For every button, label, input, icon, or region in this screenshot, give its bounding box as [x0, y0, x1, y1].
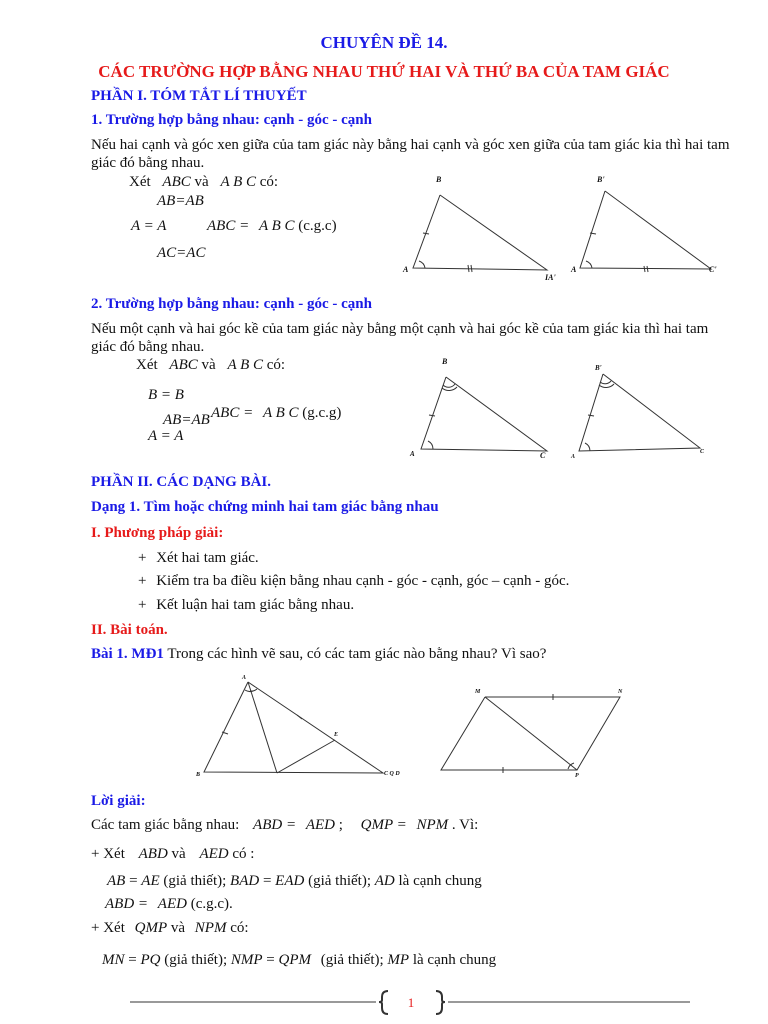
bai1-label: Bài 1. MĐ1: [91, 646, 164, 662]
page-number: 1: [407, 995, 415, 1010]
sol-expr: AD: [374, 873, 395, 889]
tick-a2c2-2: [647, 266, 648, 272]
sol-text: có :: [232, 846, 255, 862]
label-b: B: [436, 175, 442, 184]
segment-ad: [248, 682, 277, 773]
angle-mark-a2: [586, 261, 592, 268]
triangle-abc-shape: [413, 195, 547, 270]
part2-heading: PHẦN II. CÁC DẠNG BÀI.: [91, 474, 272, 490]
sol-text: là cạnh chung: [412, 952, 497, 968]
sol-text: (giả thiết);: [320, 952, 384, 968]
sol-expr: QMP =: [360, 817, 407, 833]
triangle-1: ABC: [169, 357, 198, 373]
sol-expr: AB: [107, 873, 126, 889]
tick-ab: [423, 233, 429, 234]
triangle-a2b2c2-shape: [579, 374, 700, 451]
sol-text: + Xét: [91, 920, 125, 936]
sol-text: (giả thiết);: [308, 873, 371, 889]
label-b: B: [442, 357, 448, 366]
sol-expr: MP: [387, 952, 410, 968]
angle-mark-a2: [585, 443, 590, 451]
label-c: C: [540, 451, 546, 460]
sol-expr: AED: [305, 817, 335, 833]
label-a2: A: [571, 265, 577, 274]
type1-heading: Dạng 1. Tìm hoặc chứng minh hai tam giác bằng nhau: [91, 499, 439, 515]
sol-expr: NPM: [194, 920, 227, 936]
sol-text: (c.g.c).: [190, 896, 233, 912]
label-e: E: [334, 732, 339, 738]
case1-consider-line: [129, 174, 278, 191]
label-p: P: [575, 773, 579, 779]
sol-text: và: [171, 846, 186, 862]
step-text: Kiểm tra ba điều kiện bằng nhau cạnh - góc - cạnh, góc – cạnh - góc.: [156, 573, 570, 589]
bullet-plus: +: [138, 573, 147, 589]
bai1-text: Trong các hình vẽ sau, có các tam giác nào bằng nhau? Vì sao?: [167, 646, 547, 662]
case2-eq-angle-a: A = A: [148, 428, 184, 444]
sol-text: là cạnh chung: [398, 873, 482, 889]
angle-mark-b2-2: [599, 384, 614, 387]
sol-expr: PQ: [140, 952, 161, 968]
angle-mark-a: [428, 441, 433, 449]
conclusion-tag: (g.c.g): [302, 405, 342, 421]
tick-a2c2-1: [644, 266, 645, 272]
case1-text: Nếu hai cạnh và góc xen giữa của tam giác này bằng hai cạnh và góc xen giữa của tam giác kia thì hai tam giác đó bằng nhau.: [91, 137, 730, 171]
case2-consider-line: [136, 357, 285, 374]
consider-word: Xét: [129, 174, 151, 190]
step-item: [138, 597, 354, 614]
bai1-figure-2: [435, 683, 635, 781]
case2-heading: 2. Trường hợp bằng nhau: cạnh - góc - cạnh: [91, 296, 372, 312]
method-heading: I. Phương pháp giải:: [91, 525, 224, 541]
label-a: A: [410, 450, 415, 458]
bai1-figure-1: [193, 670, 418, 782]
sol-text: Các tam giác bằng nhau:: [91, 817, 240, 833]
sol-expr: QMP: [134, 920, 168, 936]
case1-figure: [395, 168, 730, 288]
case2-conclusion: [211, 405, 341, 422]
sol-text: (giả thiết);: [164, 952, 228, 968]
sol-text: (giả thiết);: [163, 873, 227, 889]
case1-eq-side2: AC=AC: [157, 245, 206, 261]
sol-expr: ABD =: [105, 896, 149, 912]
sol-text: và: [170, 920, 186, 936]
sol-text: . Vì:: [451, 817, 479, 833]
sol-text: + Xét: [91, 846, 125, 862]
conclusion-tag: (c.g.c): [298, 218, 337, 234]
sol-expr: EAD: [275, 873, 305, 889]
case1-eq-angle: A = A: [131, 218, 167, 234]
diagonal-mp: [485, 697, 577, 770]
angle-mark-b-1: [443, 384, 455, 387]
case1-eq-side1: AB=AB: [157, 193, 204, 209]
case2-eq-angle-b: B = B: [148, 387, 184, 403]
footer-brace-left: [379, 991, 388, 1014]
sol-expr: ABD: [138, 846, 168, 862]
case1-conclusion: [207, 218, 337, 235]
sol-expr: NPM: [416, 817, 449, 833]
part1-heading: PHẦN I. TÓM TẮT LÍ THUYẾT: [91, 88, 307, 104]
sol-expr: QPM: [278, 952, 312, 968]
bullet-plus: +: [138, 550, 147, 566]
label-b2: B': [595, 364, 602, 372]
bai1-line: [91, 646, 546, 663]
consider-word: Xét: [136, 357, 158, 373]
problems-heading: II. Bài toán.: [91, 622, 168, 638]
sol-expr: AED: [199, 846, 229, 862]
label-a: A: [242, 675, 247, 681]
triangle-2: A B C: [227, 357, 263, 373]
angle-mark-a: [419, 261, 425, 268]
have-word: có:: [266, 357, 286, 373]
tick-a2b2: [588, 415, 594, 416]
tick-ac-1: [468, 265, 469, 272]
conclusion-lhs: ABC =: [211, 405, 254, 421]
label-b: B: [196, 772, 201, 778]
angle-mark-b2-1: [600, 381, 611, 384]
sol-expr: AED: [157, 896, 187, 912]
and-word: và: [201, 357, 216, 373]
tick-ab: [429, 415, 435, 416]
step-item: [138, 550, 259, 567]
step-text: Xét hai tam giác.: [156, 550, 259, 566]
solution-line-3: AB = AE (giả thiết); BAD = EAD (giả thiết); AD là cạnh chung: [107, 873, 482, 889]
topic-heading: CHUYÊN ĐỀ 14.: [320, 33, 448, 52]
label-n: N: [618, 689, 623, 695]
solution-line-1: [91, 817, 478, 834]
tick-ae: [297, 715, 302, 719]
label-b2: B': [597, 175, 605, 184]
sol-expr: AE: [141, 873, 160, 889]
sol-expr: BAD: [230, 873, 260, 889]
sol-expr: ABD =: [253, 817, 297, 833]
footer-brace-right: [436, 991, 445, 1014]
triangle-abc-shape: [421, 377, 547, 451]
triangle-a2b2c2-shape: [580, 191, 711, 269]
conclusion-lhs: ABC =: [207, 218, 250, 234]
conclusion-rhs: A B C: [258, 218, 295, 234]
label-c2: C': [709, 265, 717, 274]
sol-text: có:: [230, 920, 249, 936]
solution-line-2: [91, 846, 254, 863]
sol-expr: MN: [102, 952, 125, 968]
case2-eq-side: AB=AB: [163, 412, 210, 428]
case2-figure: [402, 350, 722, 465]
and-word: và: [194, 174, 209, 190]
sol-expr: NMP: [230, 952, 263, 968]
triangle-outline: [204, 682, 383, 773]
label-cqd: C Q D: [384, 771, 400, 777]
tick-ac-2: [471, 265, 472, 272]
label-c2: C: [700, 449, 705, 455]
segment-de: [277, 740, 335, 773]
conclusion-rhs: A B C: [262, 405, 299, 421]
step-text: Kết luận hai tam giác bằng nhau.: [156, 597, 355, 613]
label-a2: A: [571, 454, 576, 460]
solution-line-4: [105, 896, 233, 913]
label-a: A: [403, 265, 409, 274]
step-item: [138, 573, 569, 590]
sol-text: ;: [338, 817, 343, 833]
case1-heading: 1. Trường hợp bằng nhau: cạnh - góc - cạnh: [91, 112, 372, 128]
label-m: M: [475, 689, 481, 695]
triangle-2: A B C: [220, 174, 256, 190]
solution-line-5: [91, 920, 249, 937]
have-word: có:: [259, 174, 279, 190]
solution-line-6: MN = PQ (giả thiết); NMP = QPM (giả thiết); MP là cạnh chung: [102, 952, 497, 968]
solution-heading: Lời giải:: [91, 793, 146, 809]
lesson-title: CÁC TRƯỜNG HỢP BẰNG NHAU THỨ HAI VÀ THỨ BA CỦA TAM GIÁC: [98, 62, 670, 81]
label-c: IA': [545, 273, 556, 282]
case2-text: Nếu một cạnh và hai góc kề của tam giác này bằng một cạnh và hai góc kề của tam giác kia thì hai tam giác đó bằng nhau.: [91, 321, 709, 355]
bullet-plus: +: [138, 597, 147, 613]
triangle-1: ABC: [162, 174, 191, 190]
